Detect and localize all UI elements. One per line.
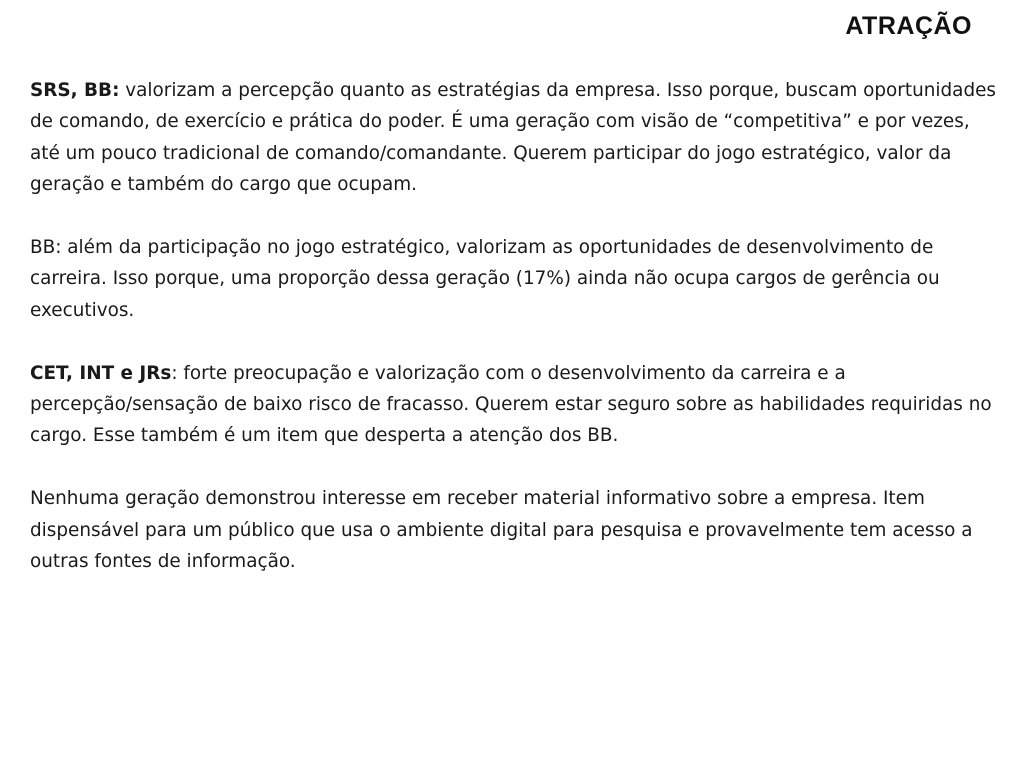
- slide-body: [30, 75, 1005, 577]
- paragraph-bb: [30, 232, 1005, 326]
- paragraph-srs-bb: [30, 75, 1005, 201]
- paragraph-text: BB: além da participação no jogo estratégico, valorizam as oportunidades de desenvolvimento de carreira. Isso porque, uma proporção dessa geração (17%) ainda não ocupa cargos de gerência ou executivos.: [30, 237, 940, 321]
- paragraph-text: Nenhuma geração demonstrou interesse em receber material informativo sobre a empresa. Item dispensável para um público que usa o ambiente digital para pesquisa e provavelmente tem acesso a outras fontes de informação.: [30, 488, 973, 573]
- paragraph-text: : forte preocupação e valorização com o desenvolvimento da carreira e a percepção/sensação de baixo risco de fracasso. Querem estar seguro sobre as habilidades requiridas no cargo. Esse também é um item que desperta a atenção dos BB.: [30, 362, 992, 447]
- slide-title: ATRAÇÃO: [845, 12, 972, 40]
- paragraph-cet-int-jrs: [30, 358, 1005, 452]
- paragraph-lead: CET, INT e JRs: [30, 362, 172, 384]
- paragraph-nenhuma-geracao: [30, 483, 1005, 577]
- paragraph-lead: SRS, BB:: [30, 80, 120, 101]
- paragraph-text: valorizam a percepção quanto as estratégias da empresa. Isso porque, buscam oportunidades de comando, de exercício e prática do poder. É uma geração com visão de “competitiva” e por vezes, até um pouco tradicional de comando/comandante. Querem participar do jogo estratégico, valor da geração e também do cargo que ocupam.: [30, 80, 997, 196]
